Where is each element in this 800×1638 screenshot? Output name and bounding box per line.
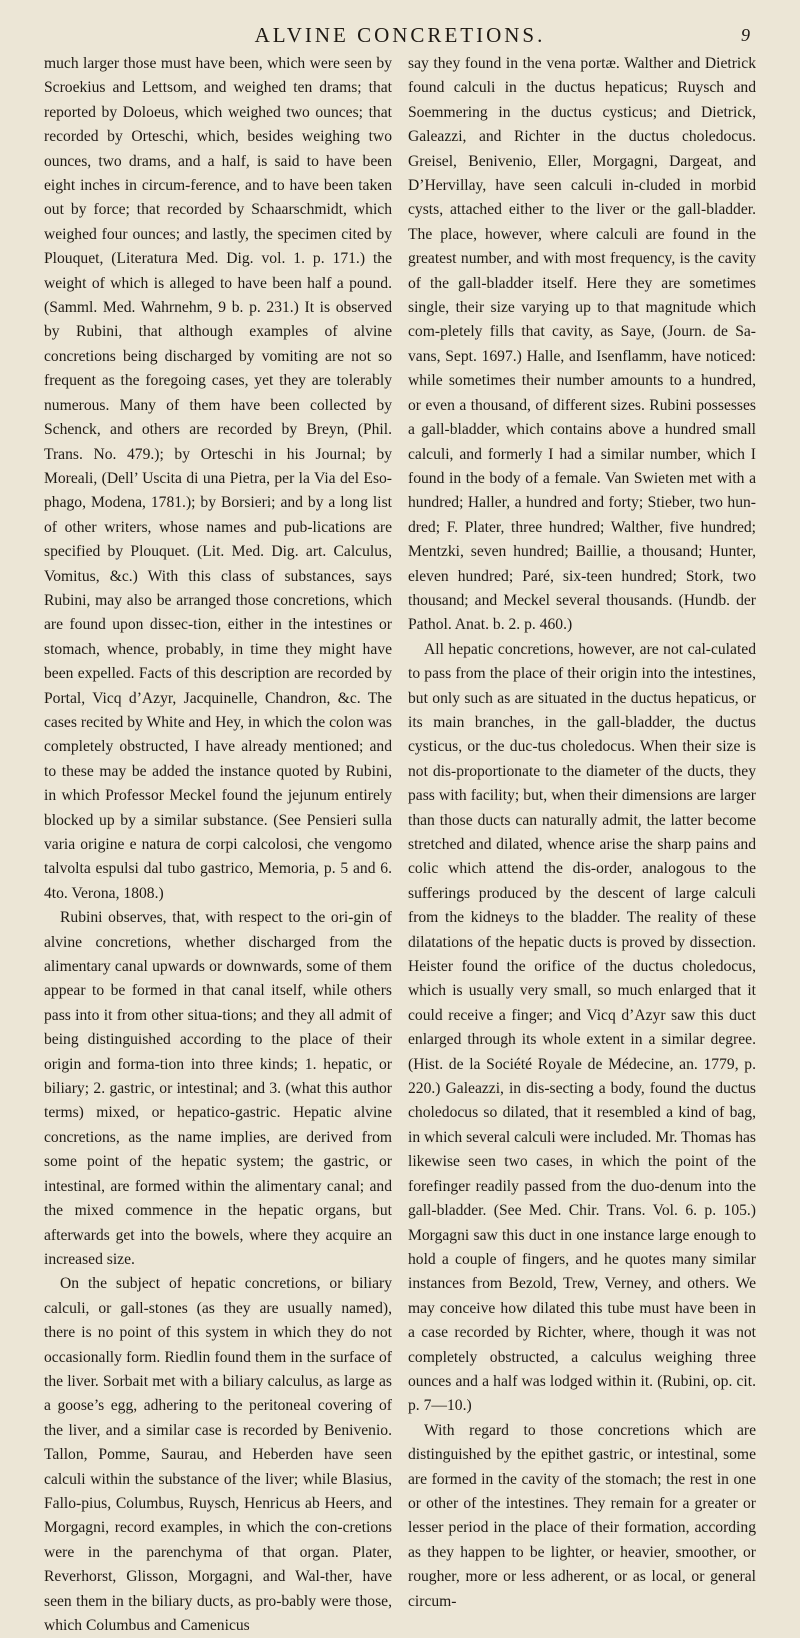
text-columns [44,52,756,1638]
paragraph: On the subject of hepatic concretions, or biliary calculi, or gall-stones (as they are usually named), there is no point of this system in which they do not occasionally form. Riedlin found them in the surface of the liver. Sorbait met with a biliary calculus, as large as a goose’s egg, adhering to the peritoneal covering of the liver, and a similar case is recorded by Benivenio. Tallon, Pomme, Saurau, and Heberden have seen calculi within the substance of the liver; while Blasius, Fallo-pius, Columbus, Ruysch, Henricus ab Heers, and Morgagni, record examples, in which the con-cretions were in the parenchyma of that organ. Plater, Reverhorst, Glisson, Morgagni, and Wal-ther, have seen them in the biliary ducts, as pro-bably were those, which Columbus and Camenicus [44,1275,392,1634]
paragraph: Rubini observes, that, with respect to the ori-gin of alvine concretions, whether discharged from the alimentary canal upwards or downwards, some of them appear to be formed in that canal itself, while others pass into it from other situa-tions; and they all admit of being distinguished according to the place of their origin and forma-tion into three kinds; 1. hepatic, or biliary; 2. gastric, or intestinal; and 3. (what this author terms) mixed, or hepatico-gastric. Hepatic alvine concretions, as the name implies, are derived from some point of the hepatic system; the gastric, or intestinal, are formed within the alimentary canal; and the mixed commence in the hepatic organs, but afterwards get into the bowels, where they acquire an increased size. [44,909,392,1268]
paragraph: say they found in the vena portæ. Walther and Dietrick found calculi in the ductus hepaticus; Ruysch and Soemmering in the ductus cysticus; and Dietrick, Galeazzi, and Richter in the ductus choledocus. Greisel, Benivenio, Eller, Morgagni, Dargeat, and D’Hervillay, have seen calculi in-cluded in morbid cysts, attached either to the liver or the gall-bladder. The place, however, where calculi are found in the greatest number, and with most frequency, is the cavity of the gall-bladder itself. Here they are sometimes single, their size varying up to that magnitude which com-pletely fills that cavity, as Saye, (Journ. de Sa-vans, Sept. 1697.) Halle, and Isenflamm, have noticed: while sometimes their number amounts to a hundred, or even a thousand, of different sizes. Rubini possesses a gall-bladder, which contains above a hundred small calculi, and formerly I had a similar number, which I found in the body of a female. Van Swieten met with a hundred; Haller, a hundred and forty; Stieber, two hun-dred; F. Plater, three hundred; Walther, five hundred; Mentzki, seven hundred; Baillie, a thousand; Hunter, eleven hundred; Paré, six-teen hundred; Stork, two thousand; and Meckel several thousands. (Hundb. der Pathol. Anat. b. 2. p. 460.) [408,55,756,634]
right-column [408,52,756,1638]
running-title: ALVINE CONCRETIONS. [254,23,546,47]
running-head [44,20,756,50]
left-column [44,52,392,1638]
paragraph: All hepatic concretions, however, are not cal-culated to pass from the place of their origin into the intestines, but only such as are situated in the ductus hepaticus, or its main branches, in the gall-bladder, the ductus cysticus, or the duc-tus choledocus. When their size is not dis-proportionate to the diameter of the ducts, they pass with facility; but, when their dimensions are larger than those ducts can naturally admit, the latter become stretched and dilated, whence arise the sharp pains and colic which attend the dis-order, analogous to the sufferings produced by the descent of large calculi from the kidneys to the bladder. The reality of these dilatations of the hepatic ducts is proved by dissection. Heister found the orifice of the ductus choledocus, which is usually very small, so much enlarged that it could receive a finger; and Vicq d’Azyr saw this duct enlarged through its whole extent in a similar degree. (Hist. de la Société Royale de Médecine, an. 1779, p. 220.) Galeazzi, in dis-secting a body, found the ductus choledocus so dilated, that it resembled a kind of bag, in which several calculi were included. Mr. Thomas has likewise seen two cases, in which the point of the forefinger readily passed from the duo-denum into the gall-bladder. (See Med. Chir. Trans. Vol. 6. p. 105.) Morgagni saw this duct in one instance large enough to hold a couple of fingers, and he quotes many similar instances from Bezold, Trew, Verney, and others. We may conceive how dilated this tube must have been in a case recorded by Richter, where, though it was not completely obstructed, a calculus weighing three ounces and a half was lodged within it. (Rubini, op. cit. p. 7—10.) [408,640,756,1415]
paragraph: much larger those must have been, which were seen by Scroekius and Lettsom, and weighed ten drams; that reported by Doloeus, which weighed two ounces; that recorded by Orteschi, which, besides weighing two ounces, two drams, and a half, is said to have been eight inches in circum-ference, and to have been taken out by force; that recorded by Schaarschmidt, which weighed four ounces; and lastly, the specimen cited by Plouquet, (Literatura Med. Dig. vol. 1. p. 171.) the weight of which is alleged to have been half a pound. (Samml. Med. Wahrnehm, 9 b. p. 231.) It is observed by Rubini, that although examples of alvine concretions being discharged by vomiting are not so frequent as the foregoing cases, yet they are tolerably numerous. Many of them have been collected by Schenck, and others are recorded by Breyn, (Phil. Trans. No. 479.); by Orteschi in his Journal; by Moreali, (Dell’ Uscita di una Pietra, per la Via del Eso-phago, Modena, 1781.); by Borsieri; and by a long list of other writers, whose names and pub-lications are specified by Plouquet. (Lit. Med. Dig. art. Calculus, Vomitus, &c.) With this class of substances, says Rubini, may also be arranged those concretions, which are found upon dissec-tion, either in the intestines or stomach, whence, probably, in time they might have been expelled. Facts of this description are recorded by Portal, Vicq d’Azyr, Jacquinelle, Chandron, &c. The cases recited by White and Hey, in which the colon was completely obstructed, I have already mentioned; and to these may be added the instance quoted by Rubini, in which Professor Meckel found the jejunum entirely blocked up by a similar substance. (See Pensieri sulla varia origine e natura de corpi calcolosi, che vengomo talvolta espulsi dal tubo gastrico, Memoria, p. 5 and 6. 4to. Verona, 1808.) [44,55,392,902]
paragraph: With regard to those concretions which are distinguished by the epithet gastric, or intestinal, some are formed in the cavity of the stomach; the rest in one or other of the intestines. They remain for a greater or lesser period in the place of their formation, according as they happen to be lighter, or heavier, smoother, or rougher, more or less adherent, or as local, or general circum- [408,1421,756,1610]
page-number: 9 [741,25,750,45]
